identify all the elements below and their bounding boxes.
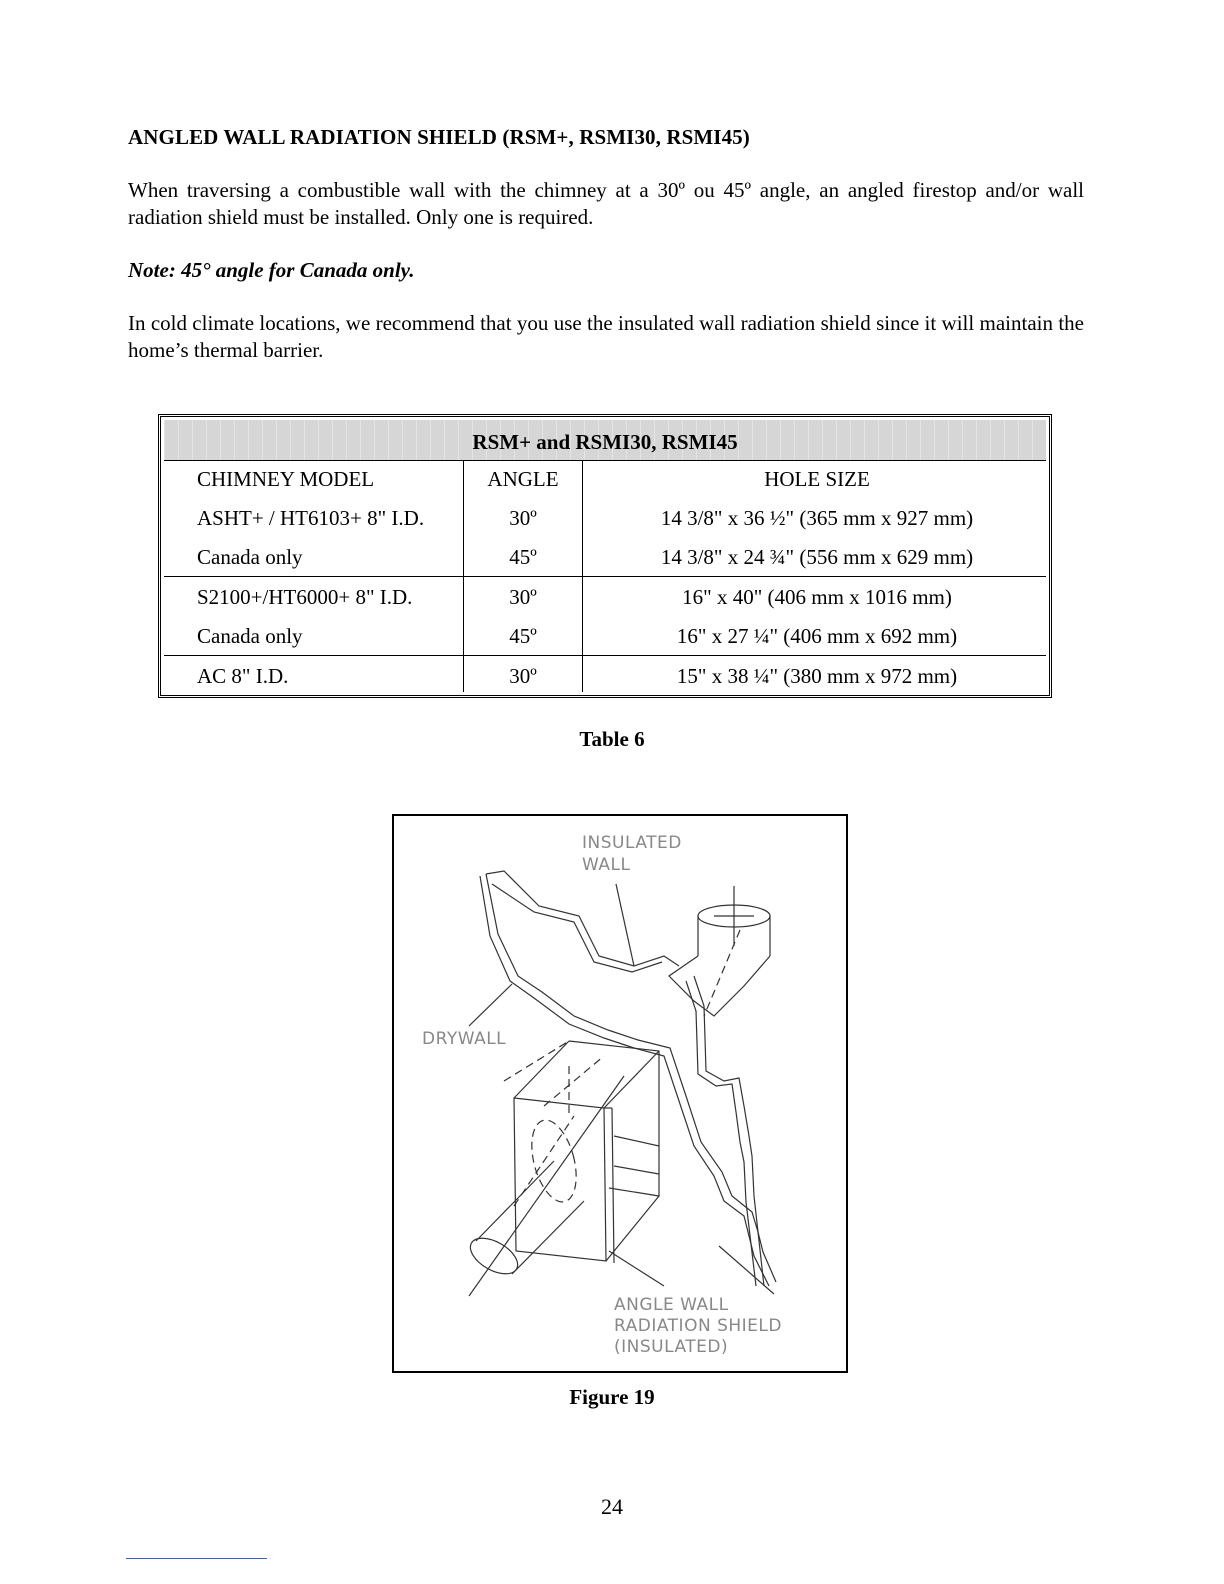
table-title: RSM+ and RSMI30, RSMI45: [164, 420, 1046, 461]
drywall-leader: [469, 984, 512, 1026]
table-cell-angle: 45º: [509, 545, 537, 569]
column-header-model: CHIMNEY MODEL: [197, 467, 375, 491]
label-angle-wall: ANGLE WALL: [614, 1295, 729, 1315]
drywall-edge-inner: [486, 874, 776, 1282]
label-insulated-note: (INSULATED): [614, 1337, 729, 1357]
label-radiation-shield: RADIATION SHIELD: [614, 1316, 782, 1336]
label-drywall: DRYWALL: [422, 1029, 507, 1049]
row-group-divider: [164, 655, 1046, 656]
climate-paragraph: In cold climate locations, we recommend that you use the insulated wall radiation shield since it will maintain the home’s thermal barrier.: [128, 311, 1084, 362]
shield-illustration: [394, 816, 846, 1371]
label-wall: WALL: [582, 855, 631, 875]
shield-leader-1: [609, 1251, 664, 1286]
hole-size-table: [158, 414, 1052, 698]
table-cell-angle: 30º: [509, 506, 537, 530]
table-cell-hole-size: 14 3/8" x 24 ¾" (556 mm x 629 mm): [660, 545, 974, 569]
right-wall-edge-inner: [686, 981, 756, 1286]
footnote-rule: [126, 1558, 267, 1559]
right-wall-edge: [694, 976, 764, 1286]
page-number: 24: [601, 1494, 623, 1519]
table-cell-hole-size: 14 3/8" x 36 ½" (365 mm x 927 mm): [660, 506, 974, 530]
figure-caption: Figure 19: [569, 1385, 655, 1409]
table-cell-model: Canada only: [197, 545, 303, 569]
table-caption: Table 6: [579, 727, 645, 751]
table-cell-model: S2100+/HT6000+ 8" I.D.: [197, 585, 413, 609]
insulated-wall-top: [486, 871, 679, 966]
intro-paragraph: When traversing a combustible wall with the chimney at a 30º ou 45º angle, an angled firestop and/or wall radiation shield must be installed. Only one is required.: [128, 178, 1084, 229]
insulated-wall-leader: [616, 884, 634, 966]
figure-19: [392, 814, 848, 1373]
table-cell-angle: 30º: [509, 664, 537, 688]
table-cell-angle: 30º: [509, 585, 537, 609]
table-cell-hole-size: 15" x 38 ¼" (380 mm x 972 mm): [676, 664, 958, 688]
table-cell-model: ASHT+ / HT6103+ 8" I.D.: [197, 506, 425, 530]
drawing-lines: [464, 871, 776, 1296]
table-cell-hole-size: 16" x 27 ¼" (406 mm x 692 mm): [676, 624, 958, 648]
column-header-hole-size: HOLE SIZE: [764, 467, 870, 491]
table-cell-model: Canada only: [197, 624, 303, 648]
insulated-wall-top-inner: [492, 884, 662, 972]
label-insulated: INSULATED: [582, 833, 682, 853]
table-cell-model: AC 8" I.D.: [197, 664, 289, 688]
section-heading: ANGLED WALL RADIATION SHIELD (RSM+, RSMI30, RSMI45): [128, 125, 750, 149]
column-header-angle: ANGLE: [487, 467, 559, 491]
shield-leader-2: [719, 1246, 774, 1294]
table-cell-angle: 45º: [509, 624, 537, 648]
table-cell-hole-size: 16" x 40" (406 mm x 1016 mm): [682, 585, 952, 609]
note-text: Note: 45° angle for Canada only.: [128, 258, 415, 282]
pipe-opening: [464, 1231, 523, 1281]
row-group-divider: [164, 576, 1046, 577]
